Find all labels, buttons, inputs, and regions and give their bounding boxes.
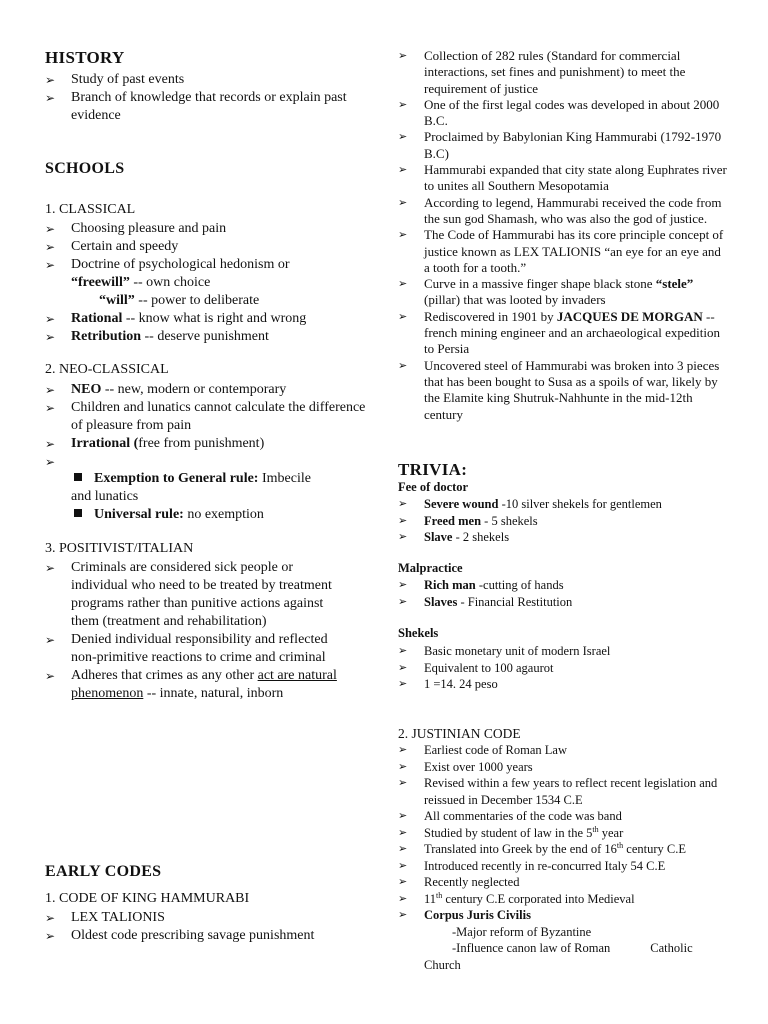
j5-sup: th <box>592 824 599 834</box>
corpus-sub-1: -Major reform of Byzantine <box>452 924 592 939</box>
rational-term: Rational <box>71 311 123 326</box>
positivist-heading: 3. POSITIVIST/ITALIAN <box>45 541 194 556</box>
exemption-def: Imbecile <box>258 471 311 486</box>
mal-value: - Financial Restitution <box>457 594 573 609</box>
list-item <box>45 256 375 310</box>
list-item: ➢ Proclaimed by Babylonian King Hammurabi (1792-1970 B.C) <box>398 129 728 162</box>
list-item <box>45 381 375 399</box>
list-item: ➢ LEX TALIONIS <box>45 909 375 927</box>
list-item <box>398 309 728 358</box>
universal-def: no exemption <box>183 507 264 522</box>
corpus-sub-3: Church <box>424 957 461 972</box>
natural-pre: Adheres that crimes as any other <box>71 668 258 683</box>
list-item <box>398 276 728 309</box>
justinian-list <box>398 742 728 973</box>
corpus-juris-term: Corpus Juris Civilis <box>424 908 531 922</box>
stele-post: (pillar) that was looted by invaders <box>424 292 606 308</box>
fee-term: Slave <box>424 530 453 544</box>
exemption-term: Exemption to General rule: <box>94 471 259 486</box>
hammurabi-heading: 1. CODE OF KING HAMMURABI <box>45 891 250 906</box>
list-item <box>398 513 728 530</box>
mal-term: Rich man <box>424 578 476 592</box>
list-item: ➢ Introduced recently in re-concurred Italy 54 C.E <box>398 858 728 875</box>
j6-pre: Translated into Greek by the end of 16 <box>424 842 617 856</box>
will-term: “will” <box>99 293 135 308</box>
justinian-heading: 2. JUSTINIAN CODE <box>398 726 521 741</box>
list-item <box>398 496 728 513</box>
hammurabi-right-list <box>398 48 728 423</box>
list-item: ➢ Children and lunatics cannot calculate the difference of pleasure from pain <box>45 399 375 435</box>
list-item <box>398 841 728 858</box>
fee-value: -10 silver shekels for gentlemen <box>498 497 662 511</box>
list-item: ➢ According to legend, Hammurabi received the code from the sun god Shamash, who was also the god of justice. <box>398 195 728 228</box>
j6-post: century C.E <box>623 842 686 856</box>
morgan-post: -- french mining engineer and an archaeological expedition to Persia <box>424 308 720 357</box>
list-item: ➢ Revised within a few years to reflect recent legislation and reissued in December 1534 C.E <box>398 775 728 808</box>
list-item <box>398 891 728 908</box>
list-item <box>45 667 350 703</box>
list-item: ➢ The Code of Hammurabi has its core principle concept of justice known as LEX TALIONIS “an eye for an eye and a tooth for a tooth.” <box>398 227 728 276</box>
neo-classical-heading: 2. NEO-CLASSICAL <box>45 362 169 377</box>
list-item: ➢ Oldest code prescribing savage punishment <box>45 927 375 945</box>
list-item: ➢ Equivalent to 100 agaurot <box>398 660 728 677</box>
exemption-cont: and lunatics <box>71 489 139 504</box>
neo-def: -- new, modern or contemporary <box>101 382 287 397</box>
retribution-term: Retribution <box>71 329 141 344</box>
corpus-sub-2-text: -Influence canon law of Roman <box>452 941 611 955</box>
list-item: ➢ Hammurabi expanded that city state along Euphrates river to unites all Southern Mesopotamia <box>398 162 728 195</box>
trivia-title: TRIVIA: <box>398 460 468 479</box>
list-item <box>45 435 375 453</box>
list-item: ➢ Branch of knowledge that records or explain past evidence <box>45 89 375 125</box>
j9-post: century C.E corporated into Medieval <box>442 891 635 906</box>
list-item <box>398 577 728 594</box>
fee-heading: Fee of doctor <box>398 480 469 494</box>
list-item <box>398 907 728 973</box>
list-item: ➢ Basic monetary unit of modern Israel <box>398 643 728 660</box>
malpractice-list <box>398 577 728 610</box>
list-item: ➢ Recently neglected <box>398 874 728 891</box>
classical-list <box>45 220 375 346</box>
j9-pre: 11 <box>424 891 437 906</box>
history-title: HISTORY <box>45 48 125 67</box>
natural-underlined: act are natural phenomenon <box>71 668 337 701</box>
list-item: ➢ Choosing pleasure and pain <box>45 220 375 238</box>
stele-term: “stele” <box>655 276 694 292</box>
fee-term: Freed men <box>424 513 482 528</box>
history-list <box>45 71 375 125</box>
list-item <box>398 529 728 546</box>
mal-term: Slaves <box>424 594 458 609</box>
irrational-term: Irrational ( <box>71 436 139 451</box>
classical-heading: 1. CLASSICAL <box>45 202 136 217</box>
fee-value: - 5 shekels <box>481 513 538 528</box>
neo-classical-list <box>45 381 375 471</box>
list-item: ➢ Earliest code of Roman Law <box>398 742 728 759</box>
morgan-name: JACQUES DE MORGAN <box>556 308 703 324</box>
list-item: ➢ 1 =14. 24 peso <box>398 676 728 693</box>
list-item: ➢ Certain and speedy <box>45 238 375 256</box>
mal-value: -cutting of hands <box>475 578 564 592</box>
stele-pre: Curve in a massive finger shape black stone <box>424 276 656 292</box>
list-item <box>398 594 728 611</box>
fee-term: Severe wound <box>424 497 499 511</box>
list-item: ➢ Collection of 282 rules (Standard for commercial interactions, set fines and punishment) to meet the requirement of justice <box>398 48 728 97</box>
will-def: -- power to deliberate <box>134 293 260 308</box>
hammurabi-left-list <box>45 909 375 945</box>
malpractice-heading: Malpractice <box>398 561 463 575</box>
neo-term: NEO <box>71 382 102 397</box>
j6-sup: th <box>616 840 624 850</box>
exemption-item <box>45 470 311 488</box>
j5-post: year <box>598 825 624 840</box>
schools-title: SCHOOLS <box>45 160 125 177</box>
list-item: ➢ Exist over 1000 years <box>398 759 728 776</box>
list-item: ➢ Study of past events <box>45 71 375 89</box>
universal-item <box>45 506 264 524</box>
j9-sup: th <box>436 890 443 900</box>
list-item <box>45 310 375 328</box>
list-item: ➢ Uncovered steel of Hammurabi was broken into 3 pieces that has been bought to Susa as a spoils of war, likely by the Elamite king Shutruk-Nahhunte in the mid-12th century <box>398 358 728 423</box>
list-item <box>398 825 728 842</box>
list-item: ➢ All commentaries of the code was band <box>398 808 728 825</box>
j5-pre: Studied by student of law in the 5 <box>424 825 593 840</box>
shekels-heading: Shekels <box>398 626 439 640</box>
rational-def: -- know what is right and wrong <box>122 311 307 326</box>
corpus-sub-2 <box>424 940 728 957</box>
list-item: ➢ Denied individual responsibility and reflected non-primitive reactions to crime and criminal <box>45 631 350 667</box>
fee-value: - 2 shekels <box>452 530 510 544</box>
list-item-empty <box>45 453 375 471</box>
natural-post: -- innate, natural, inborn <box>143 686 284 701</box>
freewill-def: -- own choice <box>129 275 211 290</box>
hedonism-text: Doctrine of psychological hedonism or <box>71 257 290 272</box>
morgan-pre: Rediscovered in 1901 by <box>424 308 557 324</box>
list-item: ➢ Criminals are considered sick people or individual who need to be treated by treatment programs rather than punitive actions against them (treatment and rehabilitation) <box>45 559 350 631</box>
positivist-list <box>45 559 350 703</box>
fee-list <box>398 496 728 546</box>
corpus-sub-2-end: Catholic <box>650 941 693 955</box>
list-item: ➢ One of the first legal codes was developed in about 2000 B.C. <box>398 97 728 130</box>
list-item <box>45 328 375 346</box>
shekels-list <box>398 643 728 693</box>
early-codes-title: EARLY CODES <box>45 863 162 880</box>
universal-term: Universal rule: <box>94 507 184 522</box>
freewill-term: “freewill” <box>71 275 130 290</box>
retribution-def: -- deserve punishment <box>141 329 269 344</box>
irrational-def: free from punishment) <box>138 436 265 451</box>
